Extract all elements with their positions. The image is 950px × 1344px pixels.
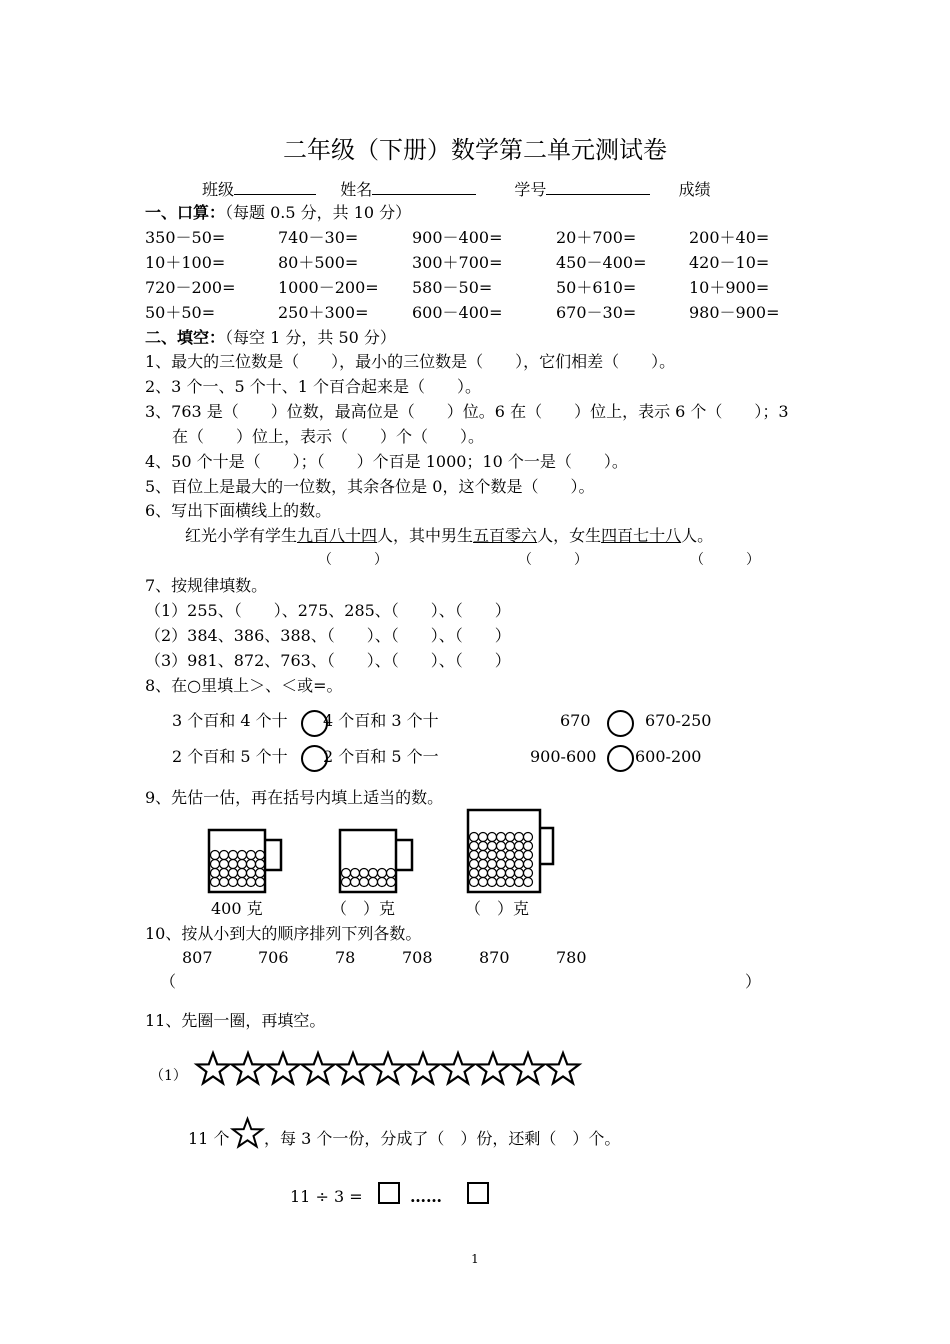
question-1: 1、最大的三位数是（ ），最小的三位数是（ ），它们相差（ ）。 xyxy=(145,352,676,371)
q11-dots: …… xyxy=(410,1187,442,1206)
compare-circle[interactable] xyxy=(607,710,634,737)
calc-cell: 740－30= xyxy=(278,228,359,247)
q8-d-left: 900-600 xyxy=(530,747,597,766)
q6-underlined-number: 四百七十八 xyxy=(601,526,682,545)
question-3: 3、763 是（ ）位数，最高位是（ ）位。6 在（ ）位上，表示 6 个（ ）；3 xyxy=(145,402,789,421)
question-7: 7、按规律填数。 xyxy=(145,576,268,595)
question-5: 5、百位上是最大的一位数，其余各位是 0，这个数是（ ）。 xyxy=(145,477,595,496)
calc-cell: 420－10= xyxy=(689,253,770,272)
q8-c-left: 2 个百和 5 个十 xyxy=(172,747,288,766)
question-2: 2、3 个一、5 个十、1 个百合起来是（ ）。 xyxy=(145,377,481,396)
name-blank[interactable] xyxy=(372,178,476,195)
q10-number: 780 xyxy=(556,948,587,967)
star-icon[interactable] xyxy=(302,1053,334,1083)
q8-a-right: 4 个百和 3 个十 xyxy=(323,711,439,730)
name-label: 姓名 xyxy=(340,180,373,199)
calc-cell: 980－900= xyxy=(689,303,780,322)
calc-cell: 80＋500= xyxy=(278,253,359,272)
calc-cell: 10＋100= xyxy=(145,253,226,272)
class-blank[interactable] xyxy=(234,178,316,195)
q6-answer-paren[interactable]: （ ） xyxy=(318,552,388,568)
answer-box[interactable] xyxy=(378,1182,400,1204)
cup-2-icon xyxy=(336,826,416,896)
q6-answer-paren[interactable]: （ ） xyxy=(690,552,760,568)
star-icon[interactable] xyxy=(197,1053,229,1083)
remainder-box[interactable] xyxy=(467,1182,489,1204)
calc-cell: 450－400= xyxy=(556,253,647,272)
calc-cell: 50＋610= xyxy=(556,278,637,297)
q11-equation: 11 ÷ 3 = xyxy=(290,1187,363,1206)
star-icon[interactable] xyxy=(232,1053,264,1083)
q6-text: 人。 xyxy=(681,526,714,545)
calc-cell: 350－50= xyxy=(145,228,226,247)
q10-number: 706 xyxy=(258,948,289,967)
question-6: 6、写出下面横线上的数。 xyxy=(145,501,332,520)
q11-label: （1） xyxy=(150,1068,187,1084)
page-title: 二年级（下册）数学第二单元测试卷 xyxy=(283,136,667,164)
calc-cell: 1000－200= xyxy=(278,278,379,297)
section2-title: 二、填空： xyxy=(145,328,226,347)
calc-cell: 250＋300= xyxy=(278,303,369,322)
section2-heading xyxy=(145,328,396,348)
question-11: 11、先圈一圈，再填空。 xyxy=(145,1011,326,1030)
calc-cell: 720－200= xyxy=(145,278,236,297)
q10-number: 807 xyxy=(182,948,213,967)
question-7-1: （1）255、（ ）、275、285、（ ）、（ ） xyxy=(145,601,511,620)
star-icon[interactable] xyxy=(337,1053,369,1083)
question-10: 10、按从小到大的顺序排列下列各数。 xyxy=(145,924,422,943)
question-8: 8、在○里填上＞、＜或=。 xyxy=(145,676,343,695)
calc-cell: 20＋700= xyxy=(556,228,637,247)
q10-close-paren: ） xyxy=(745,972,762,991)
calc-cell: 200＋40= xyxy=(689,228,770,247)
star-icon[interactable] xyxy=(442,1053,474,1083)
cup-2-label[interactable]: （ ）克 xyxy=(331,899,396,918)
section1-heading xyxy=(145,203,411,223)
q8-d-right: 600-200 xyxy=(635,747,702,766)
q8-a-left: 3 个百和 4 个十 xyxy=(172,711,288,730)
star-icon[interactable] xyxy=(267,1053,299,1083)
question-7-3: （3）981、872、763、（ ）、（ ）、（ ） xyxy=(145,651,511,670)
cup-1-label: 400 克 xyxy=(211,899,263,918)
q10-number: 78 xyxy=(335,948,356,967)
section2-note: （每空 1 分，共 50 分） xyxy=(225,328,396,347)
q6-underlined-number: 五百零六 xyxy=(473,526,538,545)
calc-cell: 670－30= xyxy=(556,303,637,322)
question-9: 9、先估一估，再在括号内填上适当的数。 xyxy=(145,788,444,807)
q6-answer-paren[interactable]: （ ） xyxy=(518,552,588,568)
calc-cell: 300＋700= xyxy=(412,253,503,272)
question-3-cont: 在（ ）位上，表示（ ）个（ ）。 xyxy=(172,427,485,446)
question-7-2: （2）384、386、388、（ ）、（ ）、（ ） xyxy=(145,626,511,645)
star-icon[interactable] xyxy=(547,1053,579,1083)
star-row xyxy=(196,1051,581,1087)
calc-cell: 900－400= xyxy=(412,228,503,247)
id-label: 学号 xyxy=(514,180,547,199)
q11-line-a: 11 个 xyxy=(188,1129,230,1148)
id-blank[interactable] xyxy=(546,178,650,195)
page-number: 1 xyxy=(471,1252,479,1266)
q6-text: 红光小学有学生 xyxy=(185,526,298,545)
q10-number: 708 xyxy=(402,948,433,967)
calc-cell: 580－50= xyxy=(412,278,493,297)
q10-open-paren: （ xyxy=(160,972,177,991)
calc-cell: 600－400= xyxy=(412,303,503,322)
q10-number: 870 xyxy=(479,948,510,967)
cup-3-label[interactable]: （ ）克 xyxy=(465,899,530,918)
score-label: 成绩 xyxy=(678,180,711,199)
q6-underlined-number: 九百八十四 xyxy=(297,526,378,545)
star-icon[interactable] xyxy=(512,1053,544,1083)
star-icon[interactable] xyxy=(477,1053,509,1083)
calc-cell: 50＋50= xyxy=(145,303,216,322)
calc-cell: 10＋900= xyxy=(689,278,770,297)
q8-b-left: 670 xyxy=(560,711,591,730)
section1-note: （每题 0.5 分，共 10 分） xyxy=(225,203,412,222)
q11-line-b: ，每 3 个一份，分成了（ ）份，还剩（ ）个。 xyxy=(264,1129,621,1148)
star-icon[interactable] xyxy=(407,1053,439,1083)
section1-title: 一、口算： xyxy=(145,203,226,222)
star-icon xyxy=(231,1118,264,1148)
compare-circle[interactable] xyxy=(607,745,634,772)
star-icon[interactable] xyxy=(372,1053,404,1083)
q6-text: 人，其中男生 xyxy=(377,526,474,545)
header-info xyxy=(202,178,711,200)
class-label: 班级 xyxy=(202,180,235,199)
question-4: 4、50 个十是（ ）；（ ）个百是 1000；10 个一是（ ）。 xyxy=(145,452,628,471)
cup-1-icon xyxy=(205,826,285,896)
q6-text: 人，女生 xyxy=(537,526,602,545)
q8-b-right: 670-250 xyxy=(645,711,712,730)
question-6-sentence xyxy=(185,526,713,546)
cup-3-icon xyxy=(464,806,556,896)
q8-c-right: 2 个百和 5 个一 xyxy=(323,747,439,766)
